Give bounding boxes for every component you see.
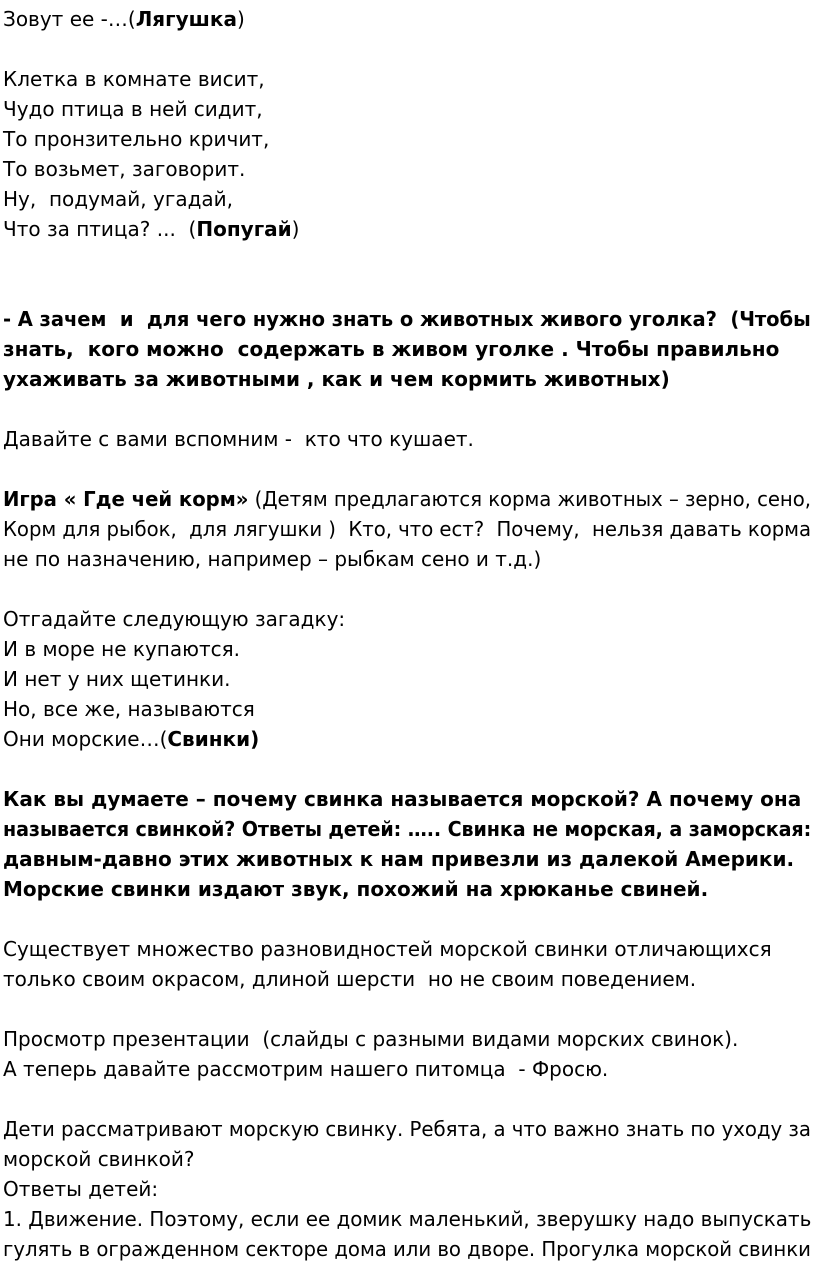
text-line [3, 814, 812, 844]
text-line [3, 1204, 812, 1234]
document-page [3, 4, 811, 1264]
text-line [3, 694, 811, 724]
text-line [3, 154, 811, 184]
blank-line [3, 574, 811, 604]
text-run: Чудо птица в ней сидит, [3, 97, 263, 121]
text-run: Что за птица? ... ( [3, 217, 197, 241]
text-line [3, 664, 811, 694]
text-run: То пронзительно кричит, [3, 127, 270, 151]
blank-line [3, 394, 811, 424]
bold-text-run: давным-давно этих животных к нам привезли из далекой Америки. [3, 847, 795, 871]
blank-line [3, 1084, 811, 1114]
blank-line [3, 454, 811, 484]
bold-text-run: Попугай [196, 217, 292, 241]
text-run: Но, все же, называются [3, 697, 255, 721]
text-line [3, 64, 811, 94]
text-line [3, 214, 811, 244]
text-run: Корм для рыбок, для лягушки ) Кто, что ест? Почему, нельзя давать корма [3, 517, 812, 541]
text-run: гулять в огражденном секторе дома или во дворе. Прогулка морской свинки [3, 1237, 811, 1261]
text-line [3, 4, 811, 34]
text-run: Просмотр презентации (слайды с разными видами морских свинок). [3, 1027, 739, 1051]
bold-text-run: Морские свинки издают звук, похожий на хрюканье свиней. [3, 877, 709, 901]
text-line [3, 784, 811, 814]
text-line [3, 1114, 811, 1144]
text-run: Отгадайте следующую загадку: [3, 607, 346, 631]
text-line [3, 1054, 811, 1084]
text-line [3, 1144, 811, 1174]
text-line [3, 634, 811, 664]
text-run: Ответы детей: [3, 1177, 159, 1201]
bold-text-run: Свинки) [167, 727, 260, 751]
blank-line [3, 754, 811, 784]
text-run: (Детям предлагаются корма животных – зерно, сено, [248, 487, 811, 511]
text-line [3, 1024, 811, 1054]
text-run: А теперь давайте рассмотрим нашего питомца - Фросю. [3, 1057, 609, 1081]
text-line [3, 724, 811, 754]
text-run: Давайте с вами вспомним - кто что кушает. [3, 427, 474, 451]
text-run: 1. Движение. Поэтому, если ее домик маленький, зверушку надо выпускать [3, 1207, 812, 1231]
text-run: Они морские…( [3, 727, 168, 751]
text-line [3, 964, 811, 994]
text-line [3, 514, 812, 544]
text-run: Зовут ее -…( [3, 7, 136, 31]
blank-line [3, 904, 811, 934]
text-run: И нет у них щетинки. [3, 667, 231, 691]
bold-text-run: ухаживать за животными , как и чем кормить животных) [3, 367, 670, 391]
text-run: Клетка в комнате висит, [3, 67, 265, 91]
bold-text-run: называется свинкой? Ответы детей: ….. Свинка не морская, а заморская: [3, 817, 812, 841]
text-line [3, 1234, 811, 1264]
bold-text-run: - А зачем и для чего нужно знать о животных живого уголка? (Чтобы [3, 307, 811, 331]
text-run: ) [236, 7, 245, 31]
text-run: только своим окрасом, длиной шерсти но не своим поведением. [3, 967, 697, 991]
text-line [3, 334, 811, 364]
text-line [3, 304, 811, 334]
text-run: морской свинкой? [3, 1147, 195, 1171]
text-run: Ну, подумай, угадай, [3, 187, 234, 211]
blank-line [3, 274, 811, 304]
text-line [3, 424, 811, 454]
text-line [3, 874, 811, 904]
text-line [3, 844, 811, 874]
text-line [3, 1174, 811, 1204]
text-run: То возьмет, заговорит. [3, 157, 246, 181]
text-line [3, 124, 811, 154]
text-run: Существует множество разновидностей морской свинки отличающихся [3, 937, 772, 961]
bold-text-run: Игра « Где чей корм» [3, 487, 249, 511]
blank-line [3, 34, 811, 64]
bold-text-run: Лягушка [135, 7, 237, 31]
text-line [3, 484, 811, 514]
bold-text-run: Как вы думаете – почему свинка называется морской? А почему она [3, 787, 802, 811]
text-line [3, 544, 811, 574]
text-line [3, 364, 811, 394]
bold-text-run: знать, кого можно содержать в живом уголке . Чтобы правильно [3, 337, 780, 361]
blank-line [3, 994, 811, 1024]
text-run: ) [291, 217, 300, 241]
text-run: Дети рассматривают морскую свинку. Ребята, а что важно знать по уходу за [3, 1117, 811, 1141]
text-line [3, 94, 811, 124]
text-line [3, 604, 811, 634]
blank-line [3, 244, 811, 274]
text-run: И в море не купаются. [3, 637, 241, 661]
text-line [3, 934, 811, 964]
text-line [3, 184, 811, 214]
text-run: не по назначению, например – рыбкам сено и т.д.) [3, 547, 542, 571]
